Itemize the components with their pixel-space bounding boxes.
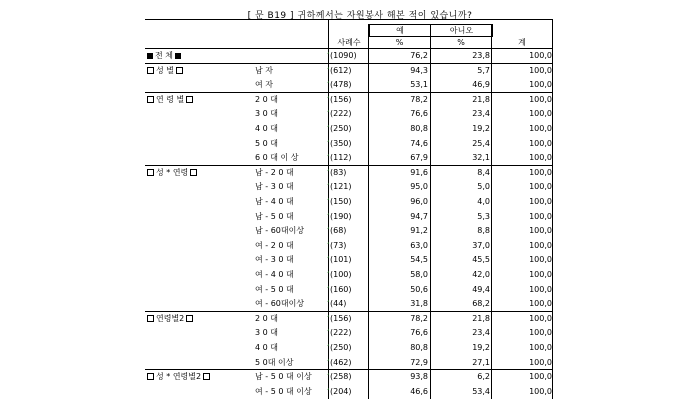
- header-total: 계: [518, 38, 526, 47]
- row-cases: (68): [330, 226, 347, 236]
- row-total-pct: 100,0: [529, 343, 552, 352]
- row-cases: (250): [330, 124, 352, 133]
- group-label-text: 성 별: [156, 65, 174, 75]
- row-sub-label: 남 - 60대이상: [255, 226, 305, 236]
- row-cases: (222): [330, 328, 352, 338]
- row-no-pct: 19,2: [472, 343, 490, 352]
- row-yes-pct: 31,8: [410, 299, 428, 309]
- row-tick-icon: ʻ: [327, 226, 330, 236]
- row-tick-icon: ʻ: [327, 328, 330, 338]
- row-sub-label: 여 자: [255, 80, 273, 90]
- row-group-label: [145, 312, 195, 326]
- row-yes-pct: 96,0: [410, 197, 428, 206]
- row-yes-pct: 94,3: [410, 65, 428, 75]
- row-no-pct: 45,5: [472, 255, 490, 265]
- row-no-pct: 5,3: [477, 211, 490, 221]
- row-yes-pct: 80,8: [410, 124, 428, 133]
- row-total-pct: 100,0: [529, 51, 552, 60]
- row-yes-pct: 46,6: [410, 386, 428, 396]
- row-tick-icon: ʻ: [327, 153, 330, 163]
- row-total-pct: 100,0: [529, 167, 552, 177]
- row-sub-label: 남 - 2 0 대: [255, 167, 294, 177]
- row-no-pct: 25,4: [472, 138, 490, 148]
- row-tick-icon: ʻ: [327, 386, 330, 396]
- row-no-pct: 32,1: [472, 153, 490, 163]
- title-rule: [145, 19, 552, 20]
- row-total-pct: 100,0: [529, 299, 552, 309]
- row-yes-pct: 63,0: [410, 240, 428, 250]
- row-cases: (204): [330, 386, 352, 396]
- row-no-pct: 8,4: [477, 167, 490, 177]
- row-total-pct: 100,0: [529, 211, 552, 221]
- row-yes-pct: 94,7: [410, 211, 428, 221]
- row-tick-icon: ʻ: [327, 167, 330, 177]
- row-no-pct: 21,8: [472, 313, 490, 323]
- row-group-label: [145, 93, 195, 107]
- row-yes-pct: 76,6: [410, 328, 428, 338]
- row-total-pct: 100,0: [529, 80, 552, 90]
- row-tick-icon: ʻ: [327, 109, 330, 119]
- group-marker-icon: [190, 169, 197, 176]
- row-cases: (156): [330, 313, 352, 323]
- row-group-label: [145, 49, 183, 63]
- header-no: 아니오: [430, 24, 493, 37]
- row-no-pct: 53,4: [472, 386, 490, 396]
- group-marker-icon: [147, 67, 154, 74]
- row-sub-label: 여 - 3 0 대: [255, 255, 294, 265]
- row-yes-pct: 91,2: [410, 226, 428, 236]
- row-total-pct: 100,0: [529, 357, 552, 367]
- row-sub-label: 여 - 2 0 대: [255, 240, 294, 250]
- row-sub-label: 5 0대 이상: [255, 357, 294, 367]
- row-tick-icon: ʻ: [327, 94, 330, 104]
- row-total-pct: 100,0: [529, 386, 552, 396]
- row-no-pct: 5,0: [477, 182, 490, 192]
- row-no-pct: 42,0: [472, 270, 490, 279]
- row-tick-icon: ʻ: [327, 313, 330, 323]
- row-total-pct: 100,0: [529, 284, 552, 294]
- row-no-pct: 23,4: [472, 109, 490, 119]
- row-tick-icon: ʻ: [327, 197, 330, 206]
- row-no-pct: 68,2: [472, 299, 490, 309]
- row-yes-pct: 54,5: [410, 255, 428, 265]
- row-yes-pct: 78,2: [410, 313, 428, 323]
- row-cases: (258): [330, 372, 352, 382]
- row-cases: (350): [330, 138, 352, 148]
- row-sub-label: 여 - 5 0 대: [255, 284, 294, 294]
- row-no-pct: 19,2: [472, 124, 490, 133]
- group-label-text: 성 * 연령별2: [156, 372, 202, 382]
- row-sub-label: 남 자: [255, 65, 273, 75]
- row-yes-pct: 91,6: [410, 167, 428, 177]
- row-tick-icon: ʻ: [327, 65, 330, 75]
- row-sub-label: 3 0 대: [255, 328, 278, 338]
- row-no-pct: 23,4: [472, 328, 490, 338]
- row-no-pct: 6,2: [477, 372, 490, 382]
- row-sub-label: 여 - 60대이상: [255, 299, 305, 309]
- row-cases: (612): [330, 65, 352, 75]
- row-tick-icon: ʻ: [327, 138, 330, 148]
- row-sub-label: 2 0 대: [255, 94, 278, 104]
- row-yes-pct: 58,0: [410, 270, 428, 279]
- row-yes-pct: 93,8: [410, 372, 428, 382]
- group-marker-icon: [147, 169, 154, 176]
- row-group-label: [145, 370, 212, 384]
- row-total-pct: 100,0: [529, 182, 552, 192]
- row-cases: (1090): [330, 51, 357, 60]
- row-group-label: [145, 166, 199, 180]
- row-no-pct: 21,8: [472, 94, 490, 104]
- row-total-pct: 100,0: [529, 94, 552, 104]
- group-marker-icon: [147, 53, 153, 59]
- row-no-pct: 27,1: [472, 357, 490, 367]
- row-cases: (100): [330, 270, 352, 279]
- row-yes-pct: 95,0: [410, 182, 428, 192]
- row-total-pct: 100,0: [529, 65, 552, 75]
- row-yes-pct: 53,1: [410, 80, 428, 90]
- row-yes-pct: 76,6: [410, 109, 428, 119]
- row-sub-label: 여 - 4 0 대: [255, 270, 294, 279]
- row-cases: (150): [330, 197, 352, 206]
- group-marker-icon: [186, 315, 193, 322]
- group-marker-icon: [147, 373, 154, 380]
- row-total-pct: 100,0: [529, 226, 552, 236]
- table-title: [ 문 B19 ] 귀하께서는 자원봉사 해본 적이 있습니까?: [247, 11, 473, 21]
- row-tick-icon: ʻ: [327, 270, 330, 279]
- row-tick-icon: ʻ: [327, 255, 330, 265]
- row-tick-icon: ʻ: [327, 124, 330, 133]
- row-cases: (121): [330, 182, 352, 192]
- row-cases: (190): [330, 211, 352, 221]
- row-group-label: [145, 64, 185, 78]
- group-label-text: 성 * 연령: [156, 167, 189, 177]
- group-marker-icon: [176, 67, 183, 74]
- row-yes-pct: 78,2: [410, 94, 428, 104]
- row-tick-icon: ʻ: [327, 372, 330, 382]
- row-sub-label: 여 - 5 0 대 이상: [255, 386, 312, 396]
- row-cases: (73): [330, 240, 347, 250]
- row-tick-icon: ʻ: [327, 240, 330, 250]
- row-cases: (101): [330, 255, 352, 265]
- row-yes-pct: 74,6: [410, 138, 428, 148]
- group-marker-icon: [147, 315, 154, 322]
- row-yes-pct: 72,9: [410, 357, 428, 367]
- row-tick-icon: ʻ: [327, 51, 330, 60]
- row-no-pct: 8,8: [477, 226, 490, 236]
- row-sub-label: 2 0 대: [255, 313, 278, 323]
- row-total-pct: 100,0: [529, 240, 552, 250]
- row-yes-pct: 80,8: [410, 343, 428, 352]
- row-cases: (250): [330, 343, 352, 352]
- row-tick-icon: ʻ: [327, 343, 330, 352]
- row-sub-label: 4 0 대: [255, 343, 278, 352]
- row-cases: (83): [330, 167, 347, 177]
- row-cases: (462): [330, 357, 352, 367]
- row-total-pct: 100,0: [529, 153, 552, 163]
- header-cases: 사례수: [337, 38, 361, 47]
- row-total-pct: 100,0: [529, 197, 552, 206]
- group-label-text: 연령별2: [156, 313, 185, 323]
- group-marker-icon: [147, 96, 154, 103]
- header-pct-no: %: [457, 38, 465, 47]
- row-tick-icon: ʻ: [327, 357, 330, 367]
- row-tick-icon: ʻ: [327, 182, 330, 192]
- row-no-pct: 4,0: [477, 197, 490, 206]
- group-marker-icon: [203, 373, 210, 380]
- row-no-pct: 23,8: [472, 51, 490, 60]
- row-sub-label: 3 0 대: [255, 109, 278, 119]
- row-sub-label: 5 0 대: [255, 138, 278, 148]
- row-sub-label: 4 0 대: [255, 124, 278, 133]
- row-no-pct: 5,7: [477, 65, 490, 75]
- row-no-pct: 37,0: [472, 240, 490, 250]
- group-marker-icon: [175, 53, 181, 59]
- row-total-pct: 100,0: [529, 328, 552, 338]
- row-total-pct: 100,0: [529, 372, 552, 382]
- row-total-pct: 100,0: [529, 270, 552, 279]
- row-sub-label: 6 0 대 이 상: [255, 153, 299, 163]
- row-tick-icon: ʻ: [327, 80, 330, 90]
- row-cases: (44): [330, 299, 347, 309]
- row-sub-label: 남 - 4 0 대: [255, 197, 294, 206]
- row-total-pct: 100,0: [529, 124, 552, 133]
- row-total-pct: 100,0: [529, 255, 552, 265]
- row-no-pct: 46,9: [472, 80, 490, 90]
- row-sub-label: 남 - 5 0 대 이상: [255, 372, 312, 382]
- row-yes-pct: 67,9: [410, 153, 428, 163]
- row-sub-label: 남 - 5 0 대: [255, 211, 294, 221]
- row-tick-icon: ʻ: [327, 299, 330, 309]
- group-label-text: 연 령 별: [156, 94, 185, 104]
- row-cases: (112): [330, 153, 352, 163]
- row-no-pct: 49,4: [472, 284, 490, 294]
- row-total-pct: 100,0: [529, 109, 552, 119]
- header-pct-yes: %: [395, 38, 404, 47]
- row-sub-label: 남 - 3 0 대: [255, 182, 294, 192]
- header-yes: 예: [369, 24, 431, 37]
- row-yes-pct: 50,6: [410, 284, 428, 294]
- group-rule: [145, 165, 552, 166]
- row-total-pct: 100,0: [529, 313, 552, 323]
- row-cases: (156): [330, 94, 352, 104]
- right-border: [552, 19, 553, 399]
- row-total-pct: 100,0: [529, 138, 552, 148]
- group-marker-icon: [186, 96, 193, 103]
- group-label-text: 전 체: [155, 51, 173, 60]
- row-cases: (478): [330, 80, 352, 90]
- row-cases: (222): [330, 109, 352, 119]
- row-tick-icon: ʻ: [327, 211, 330, 221]
- row-tick-icon: ʻ: [327, 284, 330, 294]
- row-cases: (160): [330, 284, 352, 294]
- row-yes-pct: 76,2: [410, 51, 428, 60]
